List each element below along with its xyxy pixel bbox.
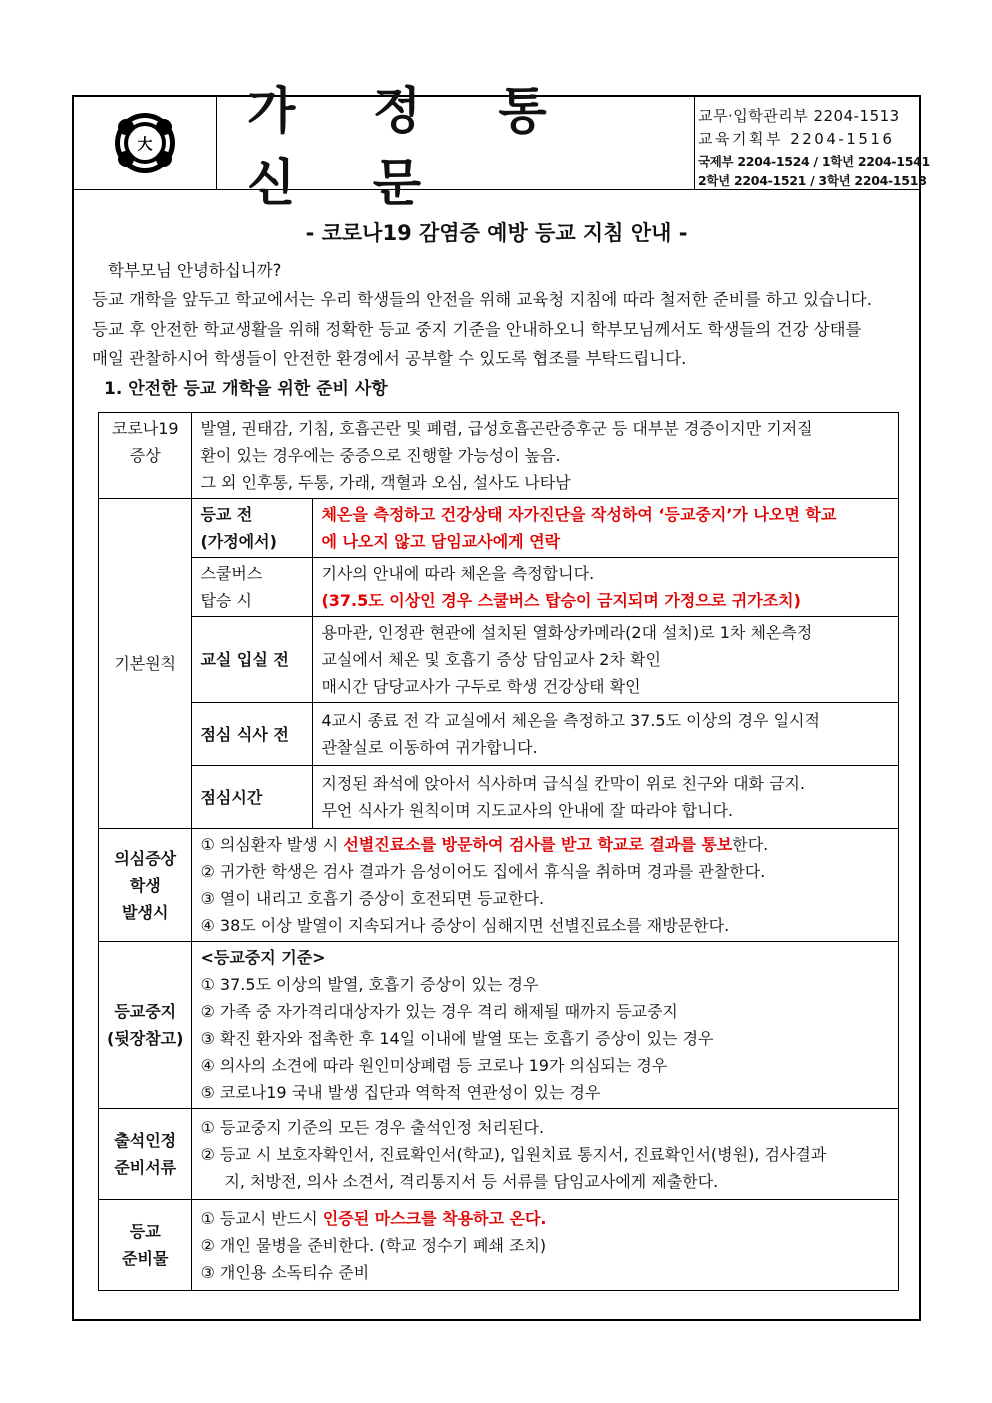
table-row [99,942,899,1109]
table-row [99,766,899,829]
category-cell [99,942,192,1109]
category-label: 의심증상 [114,848,177,868]
content-line: ⑤ 코로나19 국내 발생 집단과 역학적 연관성이 있는 경우 [200,1083,601,1102]
sub-label: 교실 입실 전 [200,650,289,669]
sub-label-cell [192,766,313,829]
content-cell [192,942,899,1109]
content-line: ③ 확진 환자와 접촉한 후 14일 이내에 발열 또는 호흡기 증상이 있는 경우 [200,1029,714,1048]
content-line: 지, 처방전, 의사 소견서, 격리통지서 등 서류를 담임교사에게 제출한다. [224,1171,719,1191]
sub-label: 점심 식사 전 [200,724,289,744]
content-line: ① 등교중지 기준의 모든 경우 출석인정 처리된다. [200,1117,545,1137]
content-line: ① 37.5도 이상의 발열, 호흡기 증상이 있는 경우 [200,975,539,994]
category-label: (뒷장참고) [107,1029,184,1048]
content-line: 교실에서 체온 및 호흡기 증상 담임교사 2차 확인 [321,650,661,669]
section-heading: 1. 안전한 등교 개학을 위한 준비 사항 [104,379,388,399]
table-row [99,703,899,766]
table-row [99,499,899,558]
content-line: 에 나오지 않고 담임교사에게 연락 [321,532,561,551]
paragraph-line: 등교 후 안전한 학교생활을 위해 정확한 등교 중지 기준을 안내하오니 학부모님께서도 학생들의 건강 상태를 [92,320,862,339]
sub-label: 등교 전 [200,505,253,524]
table-row [99,829,899,942]
content-line: 무언 식사가 원칙이며 지도교사의 안내에 잘 따라야 합니다. [321,801,734,820]
content-text: ① 의심환자 발생 시 [200,835,344,854]
content-line: ② 가족 중 자가격리대상자가 있는 경우 격리 해제될 때까지 등교중지 [200,1002,678,1021]
content-cell [313,703,899,766]
content-line: ③ 개인용 소독티슈 준비 [200,1262,370,1282]
content-line: 발열, 권태감, 기침, 호흡곤란 및 폐렴, 급성호흡곤란증후군 등 대부분 경증이지만 기저질 [200,419,813,438]
table-row [99,1109,899,1200]
table-row [99,617,899,703]
sub-label-cell [192,703,313,766]
category-label: 발생시 [122,902,169,922]
content-line: 용마관, 인정관 현관에 설치된 열화상카메라(2대 설치)로 1차 체온측정 [321,623,813,642]
contact-line: 2학년 2204-1521 / 3학년 2204-1518 [698,173,927,188]
content-cell [313,499,899,558]
table-row [99,558,899,617]
document-frame [72,82,930,1321]
content-cell [313,617,899,703]
sub-label: 점심시간 [200,787,263,807]
title-cell [217,82,695,212]
content-cell [192,1200,899,1291]
table-row [99,1200,899,1291]
content-line: ② 등교 시 보호자확인서, 진료확인서(학교), 입원치료 통지서, 진료확인서(병원), 검사결과 [200,1144,827,1164]
category-label: 증상 [129,446,161,465]
contact-cell [695,97,930,189]
highlight-text: 선별진료소를 방문하여 검사를 받고 학교로 결과를 통보 [343,835,733,854]
category-label: 출석인정 [114,1131,177,1150]
highlight-text: 인증된 마스크를 착용하고 온다. [322,1208,547,1228]
notice-title: - 코로나19 감염증 예방 등교 지침 안내 - [305,221,688,245]
sub-label: (가정에서) [200,532,277,551]
category-cell [99,1200,192,1291]
sub-label-cell [192,558,313,617]
content-line: ③ 열이 내리고 호흡기 증상이 호전되면 등교한다. [200,889,545,908]
category-label: 등교 [129,1222,161,1241]
sub-label-cell [192,499,313,558]
content-line: 지정된 좌석에 앉아서 식사하며 급식실 칸막이 위로 친구와 대화 금지. [321,774,806,793]
contact-line: 국제부 2204-1524 / 1학년 2204-1541 [698,154,930,169]
sub-label: 스쿨버스 [200,564,263,583]
sub-label-cell [192,617,313,703]
content-text: ① 등교시 반드시 [200,1208,323,1228]
contact-line: 교무·입학관리부 2204-1513 [698,107,900,125]
paragraph-line: 등교 개학을 앞두고 학교에서는 우리 학생들의 안전을 위해 교육청 지침에 따라 철저한 준비를 하고 있습니다. [92,290,872,309]
content-line: 4교시 종료 전 각 교실에서 체온을 측정하고 37.5도 이상의 경우 일시적 [321,711,820,730]
table-row [99,413,899,499]
category-cell [99,829,192,942]
category-cell [99,413,192,499]
content-heading: <등교중지 기준> [200,948,326,967]
category-cell [99,499,192,829]
content-line: 체온을 측정하고 건강상태 자가진단을 작성하여 ‘등교중지’가 나오면 학교 [321,505,837,524]
content-line: ④ 의사의 소견에 따라 원인미상폐렴 등 코로나 19가 의심되는 경우 [200,1056,668,1075]
greeting: 학부모님 안녕하십니까? [108,261,282,280]
content-text: 한다. [732,835,769,854]
document-title: 가 정 통 신 문 [247,82,577,212]
category-cell [99,1109,192,1200]
content-cell [192,1109,899,1200]
school-logo-cell [74,97,217,189]
category-label: 코로나19 [111,419,179,438]
content-line: 매시간 담당교사가 구두로 학생 건강상태 확인 [321,677,641,696]
content-line: (37.5도 이상인 경우 스쿨버스 탑승이 금지되며 가정으로 귀가조치) [321,591,801,610]
category-label: 기본원칙 [114,654,177,673]
school-emblem-icon [74,97,216,189]
content-cell [313,558,899,617]
content-line: ② 귀가한 학생은 검사 결과가 음성이어도 집에서 휴식을 취하며 경과를 관찰한다. [200,862,766,881]
header [74,82,930,212]
content-line: 그 외 인후통, 두통, 가래, 객혈과 오심, 설사도 나타남 [200,473,571,492]
content-line: 기사의 안내에 따라 체온을 측정합니다. [321,564,595,583]
content-line [200,1205,890,1232]
category-label: 학생 [129,875,161,895]
svg-text:大: 大 [137,135,153,153]
paragraph-line: 매일 관찰하시어 학생들이 안전한 환경에서 공부할 수 있도록 협조를 부탁드립니다. [92,349,687,368]
content-line: ④ 38도 이상 발열이 지속되거나 증상이 심해지면 선별진료소를 재방문한다. [200,916,730,935]
category-label: 준비서류 [114,1158,177,1177]
content-line: ② 개인 물병을 준비한다. (학교 정수기 폐쇄 조치) [200,1235,547,1255]
content-line: 환이 있는 경우에는 중증으로 진행할 가능성이 높음. [200,446,561,465]
sub-label: 탑승 시 [200,591,252,610]
content-cell [313,766,899,829]
category-label: 등교중지 [114,1002,177,1021]
category-label: 준비물 [122,1249,169,1268]
content-cell [192,413,899,499]
content-cell [192,829,899,942]
contact-line: 교육기획부 2204-1516 [698,130,895,148]
guideline-table [98,412,899,1291]
content-line [200,831,890,858]
content-line: 관찰실로 이동하여 귀가합니다. [321,738,538,757]
